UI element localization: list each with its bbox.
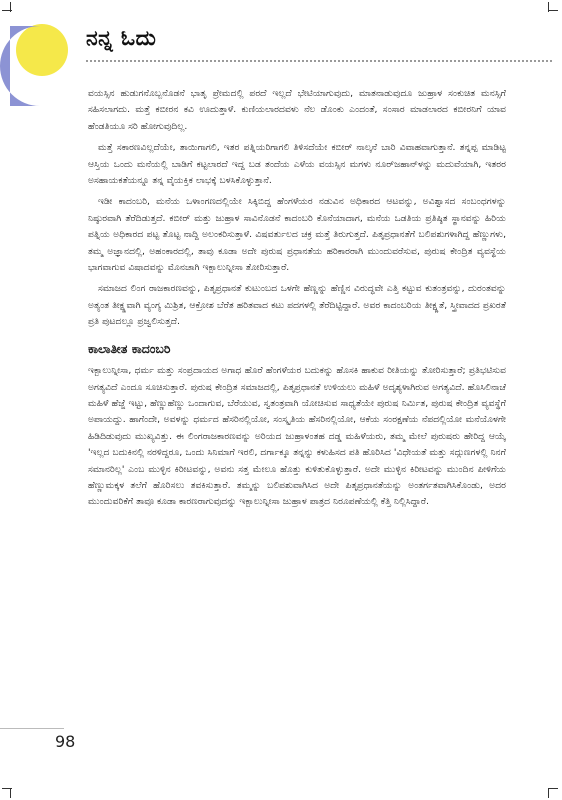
paragraph: ಇಡೀ ಕಾದಂಬರಿ, ಮನೆಯ ಒಳಾಂಗಣದಲ್ಲಿಯೇ ಸಿಕ್ಕಿಬಿದ್ದ ಹೆಂಗಳೆಯರ ನಡುವಿನ ಅಧಿಕಾರದ ಆಟವನ್ನು, ಅವಿಶ್ವಾಸದ ಸಂಬಂಧಗಳನ್ನು ನಿಷ್ಠುರವಾಗಿ ತೆರೆದಿಡುತ್ತದೆ. ಕಬೀರ್ ಮತ್ತು ಜುಹ್ರಾಳ ಸಾವಿನೊಡನೆ ಕಾದಂಬರಿ ಕೊನೆಯಾದಾಗ, ಮನೆಯ ಒಡತಿಯ ಪ್ರತಿಷ್ಠಿತ ಸ್ಥಾನವನ್ನು ಹಿರಿಯ ಪತ್ನಿಯ ಅಧಿಕಾರದ ಪಟ್ಟ ತೊಟ್ಟ ನಾದ್ದಿ ಅಲಂಕರಿಸುತ್ತಾಳೆ. ವಿಷವರ್ತುಲದ ಚಕ್ರ ಮತ್ತೆ ತಿರುಗುತ್ತದೆ. ಪಿತೃಪ್ರಧಾನತೆಗೆ ಬಲಿಪಶುಗಳಾಗಿದ್ದ ಹೆಣ್ಣುಗಳು, ತಮ್ಮ ಅಜ್ಞಾನದಲ್ಲಿ, ಅಹಂಕಾರದಲ್ಲಿ, ತಾವು ಕೂಡಾ ಅದೇ ಪುರುಷ ಪ್ರಧಾನತೆಯ ಹರಿಕಾರರಾಗಿ ಮುಂದುವರೆಸುವ, ಪುರುಷ ಕೇಂದ್ರಿತ ವ್ಯವಸ್ಥೆಯ ಭಾಗವಾಗುವ ವಿಷಾದವನ್ನು ಮೊನಚಾಗಿ ಇಕ್ಬಾಲುನ್ನೀಸಾ ತೋರಿಸುತ್ತಾರೆ. [88,196,506,274]
crop-mark [548,788,549,798]
crop-mark [548,10,558,11]
paragraph: ವಯಸ್ಸಿನ ಹುಡುಗನೊಬ್ಬನೊಡನೆ ಭಾತೃ ಪ್ರೇಮದಲ್ಲಿ ಪರದೆ ಇಲ್ಲದೆ ಭೇಟಿಯಾಗುವುದು, ಮಾತನಾಡುವುದೂ ಜುಹ್ರಾಳ ಸಂಕುಚಿತ ಮನಸ್ಸಿಗೆ ಸಹಿಸಲಾಗದು. ಮತ್ತೆ ಕಬೀರನ ಕವಿ ಊದುತ್ತಾಳೆ. ಕುಣಿಯಲಾರದವಳು ನೆಲ ಡೊಂಕು ಎಂದಂತೆ, ಸಂಸಾರ ಮಾಡಲಾರದ ಕಬೀರನಿಗೆ ಯಾವ ಹೆಂಡತಿಯೂ ಸರಿ ಹೋಗುವುದಿಲ್ಲ. [88,88,506,132]
crop-mark [548,2,549,12]
paragraph: ಸಮಾಜದ ಲಿಂಗ ರಾಜಕಾರಣವನ್ನು, ಪಿತೃಪ್ರಧಾನತೆ ಕುಟುಂಬದ ಒಳಗೇ ಹೆಣ್ಣನ್ನು ಹೆಣ್ಣಿನ ವಿರುದ್ಧವೇ ಎತ್ತಿ ಕಟ್ಟುವ ಕುತಂತ್ರವನ್ನು, ದುರಂತವನ್ನು ಅತ್ಯಂತ ತೀಕ್ಷ್ಣವಾಗಿ ವ್ಯಂಗ್ಯ ಮಿಶ್ರಿತ, ಆಕ್ರೋಶ ಬೆರೆತ ಹರಿತವಾದ ಕಟು ಪದಗಳಲ್ಲಿ ತೆರೆದಿಟ್ಟಿದ್ದಾರೆ. ಅವರ ಕಾದಂಬರಿಯ ತೀಕ್ಷ್ಣತೆ, ಸ್ತ್ರೀವಾದದ ಪ್ರಖರತೆ ಪ್ರತಿ ಪುಟದಲ್ಲೂ ಪ್ರಜ್ವಲಿಸುತ್ತದೆ. [88,283,506,328]
article-body [88,86,506,516]
section-heading: ಕಾಲಾತೀತ ಕಾದಂಬರಿ [88,340,171,356]
title-divider [86,60,552,62]
page-title: ನನ್ನ ಓದು [86,26,157,50]
footer-divider [0,728,64,729]
crop-mark [10,788,11,798]
header-decoration [0,20,80,110]
page-number: 98 [55,732,76,751]
crop-mark [548,788,558,789]
paragraph: ಇಕ್ಬಾಲುನ್ನೀಸಾ, ಧರ್ಮ ಮತ್ತು ಸಂಪ್ರದಾಯದ ಅಗಾಧ ಹೊರೆ ಹೆಂಗಳೆಯರ ಬದುಕನ್ನು ಹೊಸಕಿ ಹಾಕುವ ರೀತಿಯನ್ನು ತೋರಿಸುತ್ತಾರೆ; ಪ್ರತಿಭಟಿಸುವ ಅಗತ್ಯವಿದೆ ಎಂದೂ ಸೂಚಿಸುತ್ತಾರೆ. ಪುರುಷ ಕೇಂದ್ರಿತ ಸಮಾಜದಲ್ಲಿ, ಪಿತೃಪ್ರಧಾನತೆ ಉಳಿಯಲು ಮಹಿಳೆ ಅದೃಶ್ಯಳಾಗಿರುವ ಅಗತ್ಯವಿದೆ. ಹೊಸಿಲಿನಾಚೆ ಮಹಿಳೆ ಹೆಜ್ಜೆ ಇಟ್ಟು, ಹೆಣ್ಣುಹೆಣ್ಣು ಒಂದಾಗುವ, ಬೆರೆಯುವ, ಸ್ವತಂತ್ರವಾಗಿ ಯೋಚಿಸುವ ಸಾಧ್ಯತೆಯೇ ಪುರುಷ ನಿರ್ಮಿತ, ಪುರುಷ ಕೇಂದ್ರಿತ ವ್ಯವಸ್ಥೆಗೆ ಅಪಾಯದ್ದು. ಹಾಗೆಂದೇ, ಅವಳನ್ನು ಧರ್ಮದ ಹೆಸರಿನಲ್ಲಿಯೋ, ಸಂಸ್ಕೃತಿಯ ಹೆಸರಿನಲ್ಲಿಯೋ, ಆಕೆಯ ಸಂರಕ್ಷಣೆಯ ನೆಪದಲ್ಲಿಯೋ ಮನೆಯೊಳಗೇ ಹಿಡಿದಿಡುವುದು ಮುಖ್ಯವಿತ್ತು. ಈ ಲಿಂಗರಾಜಕಾರಣವನ್ನು ಅರಿಯದ ಜುಹ್ರಾಳಂತಹ ದಡ್ಡ ಮಹಿಳೆಯರು, ತಮ್ಮ ಮೇಲೆ ಪುರುಷರು ಹೇರಿದ್ದ ಆಯ್ಕೆ 'ಇಲ್ಲದ ಬದುಕಿನಲ್ಲಿ ನರಳಿದ್ದರೂ, ಒಂದು ಸಿನಿಮಾಗೆ ಇರಲಿ, ದರ್ಗಾಕ್ಕೂ ತನ್ನನ್ನು ಕಳುಹಿಸದ ಪತಿ ಹೊರಿಸಿದ 'ವಿಧೇಯತೆ ಮತ್ತು ಸದ್ಗುಣಗಳಲ್ಲಿ ನಿನಗೆ ಸಮಾನರಿಲ್ಲ' ಎಂಬ ಮುಳ್ಳಿನ ಕಿರೀಟವನ್ನು, ಅವನು ಸತ್ತ ಮೇಲೂ ಹೊತ್ತು ಕುಳಿತುಕೊಳ್ಳುತ್ತಾರೆ. ಅದೇ ಮುಳ್ಳಿನ ಕಿರೀಟವನ್ನು ಮುಂದಿನ ಪೀಳಿಗೆಯ ಹೆಣ್ಣುಮಕ್ಕಳ ತಲೆಗೆ ಹೊರಿಸಲು ತವಕಿಸುತ್ತಾರೆ. ತಮ್ಮನ್ನು ಬಲಿಪಶುವಾಗಿಸಿದ ಅದೇ ಪಿತೃಪ್ರಧಾನತೆಯನ್ನು ಅಂತರ್ಗತವಾಗಿಸಿಕೊಂಡು, ಅದರ ಮುಂದುವರಿಕೆಗೆ ತಾವೂ ಕೂಡಾ ಕಾರಣರಾಗುವುದನ್ನು ಇಕ್ಬಾಲುನ್ನೀಸಾ ಜುಹ್ರಾಳ ಪಾತ್ರದ ನಿರೂಪಣೆಯಲ್ಲಿ ಕೆತ್ತಿ ನಿಲ್ಲಿಸಿದ್ದಾರೆ. [88,365,506,508]
crop-mark [10,2,11,12]
yellow-circle [16,24,68,76]
paragraph: ಮತ್ತೆ ಸಕಾರಣವಿಲ್ಲದೆಯೇ, ತಾಯಿಗಾಗಲಿ, ಇತರ ಪತ್ನಿಯರಿಗಾಗಲಿ ತಿಳಿಸದೆಯೇ ಕಬೀರ್ ನಾಲ್ಕನೆ ಬಾರಿ ವಿವಾಹವಾಗುತ್ತಾನೆ. ತನ್ನಪ್ಪ ಮಾಡಿಟ್ಟ ಆಸ್ತಿಯ ಒಂದು ಮನೆಯಲ್ಲಿ ಬಾಡಿಗೆ ಕಟ್ಟಲಾರದೆ ಇದ್ದ ಬಡ ತಂದೆಯ ಎಳೆಯ ವಯಸ್ಸಿನ ಮಗಳು ನೂರ್‌ಜಹಾನ್‌ಳನ್ನು ಮದುವೆಯಾಗಿ, ಇತರರ ಅಸಹಾಯಕತೆಯನ್ನೂ ತನ್ನ ವೈಯಕ್ತಿಕ ಲಾಭಕ್ಕೆ ಬಳಸಿಕೊಳ್ಳುತ್ತಾನೆ. [88,142,506,187]
